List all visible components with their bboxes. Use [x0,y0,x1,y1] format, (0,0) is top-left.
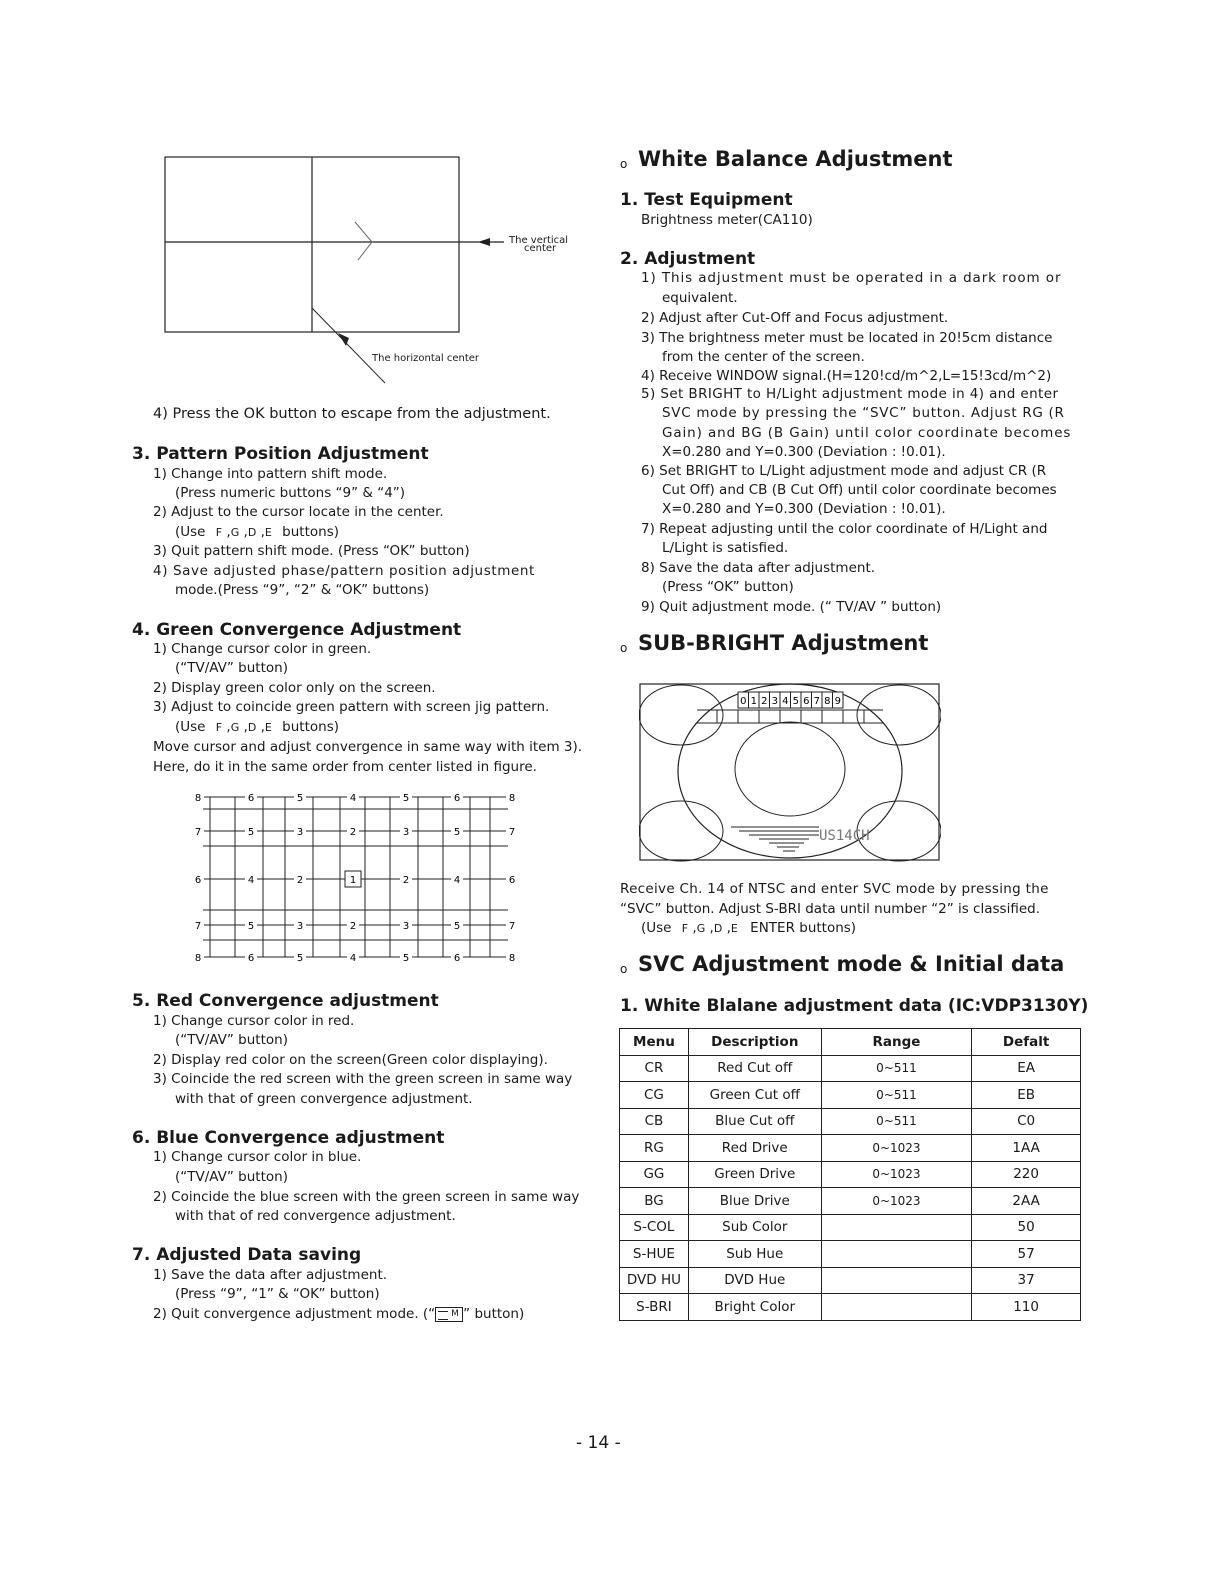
enter-buttons-label: ENTER buttons) [750,920,857,936]
cell-default: C0 [972,1108,1081,1135]
grid-order-number: 1 [349,875,357,886]
scale-digit: 6 [803,696,810,707]
s4-line-4: 3) Adjust to coincide green pattern with screen jig pattern. [153,699,550,715]
cell-description: Bright Color [688,1294,821,1321]
table-row [620,1108,1081,1135]
table-row [620,1241,1081,1268]
cell-range [821,1214,972,1241]
table-row [620,1135,1081,1162]
cell-default: EA [972,1055,1081,1082]
svc-bullet: o [620,962,628,976]
cell-range: 0~511 [821,1108,972,1135]
grid-order-number: 6 [247,793,255,804]
grid-order-number: 4 [349,953,357,964]
page-number: - 14 - [576,1433,621,1453]
s5-line-3: 2) Display red color on the screen(Green color displaying). [153,1052,548,1068]
white-balance-title: White Balance Adjustment [638,147,953,171]
grid-order-number: 5 [453,921,461,932]
table-row [620,1188,1081,1215]
wb-line-4: 3) The brightness meter must be located in 20!5cm distance [641,330,1053,346]
cell-menu: RG [620,1135,689,1162]
grid-order-number: 2 [296,875,304,886]
cell-default: EB [972,1082,1081,1109]
s4-line-6: Move cursor and adjust convergence in same way with item 3). [153,739,583,755]
s3-line-6: 4) Save adjusted phase/pattern position adjustment [153,563,535,579]
sub-desc-1: Receive Ch. 14 of NTSC and enter SVC mode by pressing the [620,881,1049,897]
grid-order-number: 2 [349,921,357,932]
vertical-center-label-2: center [524,243,557,254]
cell-description: Red Drive [688,1135,821,1162]
section-7-title: 7. Adjusted Data saving [132,1245,362,1265]
grid-order-number: 5 [402,953,410,964]
grid-order-number: 5 [296,793,304,804]
s3-line-5: 3) Quit pattern shift mode. (Press “OK” button) [153,543,470,559]
svc-table-title: 1. White Blalane adjustment data (IC:VDP3130Y) [620,996,1089,1016]
table-row [620,1267,1081,1294]
header-default: Defalt [972,1029,1081,1056]
s6-line-1: 1) Change cursor color in blue. [153,1149,362,1165]
grid-order-number: 5 [247,921,255,932]
wb-line-11: 6) Set BRIGHT to L/Light adjustment mode and adjust CR (R [641,463,1047,479]
cell-default: 2AA [972,1188,1081,1215]
cell-menu: S-HUE [620,1241,689,1268]
wb-line-14: 7) Repeat adjusting until the color coordinate of H/Light and [641,521,1048,537]
sub-desc-2: “SVC” button. Adjust S-BRI data until number “2” is classified. [620,901,1040,917]
cell-range [821,1241,972,1268]
wb-bullet: o [620,157,628,171]
menu-lines-icon [438,1311,448,1320]
s3-line-7: mode.(Press “9”, “2” & “OK” buttons) [175,582,430,598]
header-menu: Menu [620,1029,689,1056]
wb-line-18: 9) Quit adjustment mode. (“ TV/AV ” button) [641,599,942,615]
cell-description: Blue Cut off [688,1108,821,1135]
cell-default: 110 [972,1294,1081,1321]
key-f: F [215,526,223,539]
section-3-title: 3. Pattern Position Adjustment [132,444,429,464]
use-label: (Use [175,524,206,540]
grid-order-number: 7 [508,921,516,932]
cell-range [821,1294,972,1321]
grid-order-number: 7 [194,921,202,932]
wb-line-10: X=0.280 and Y=0.300 (Deviation : !0.01). [662,444,946,460]
s3-line-4: (Use F ,G ,D ,E buttons) [175,524,339,540]
cell-description: Blue Drive [688,1188,821,1215]
cell-description: DVD Hue [688,1267,821,1294]
table-row [620,1161,1081,1188]
grid-order-number: 3 [402,921,410,932]
s4-line-7: Here, do it in the same order from center listed in figure. [153,759,537,775]
table-row [620,1082,1081,1109]
grid-order-number: 4 [247,875,255,886]
cell-menu: GG [620,1161,689,1188]
s4-line-3: 2) Display green color only on the screen. [153,680,436,696]
scale-digit: 4 [782,696,789,707]
s5-line-5: with that of green convergence adjustment. [175,1091,473,1107]
wb-line-17: (Press “OK” button) [662,579,794,595]
grid-order-number: 6 [508,875,516,886]
white-balance-data-table [619,1028,1081,1321]
s3-line-3: 2) Adjust to the cursor locate in the center. [153,504,444,520]
grid-order-number: 2 [349,827,357,838]
section-5-title: 5. Red Convergence adjustment [132,991,439,1011]
header-range: Range [821,1029,972,1056]
scale-digit: 0 [740,696,747,707]
grid-order-number: 6 [453,953,461,964]
wb-line-12: Cut Off) and CB (B Cut Off) until color coordinate becomes [662,482,1057,498]
table-row [620,1055,1081,1082]
cell-range: 0~1023 [821,1135,972,1162]
test-equipment-line: Brightness meter(CA110) [641,212,813,228]
cell-menu: CG [620,1082,689,1109]
horizontal-center-label: The horizontal center [372,353,480,364]
s5-line-4: 3) Coincide the red screen with the green screen in same way [153,1071,573,1087]
grid-order-number: 6 [194,875,202,886]
s6-line-2: (“TV/AV” button) [175,1169,288,1185]
key-f: F [681,922,689,935]
use-label: (Use [175,719,206,735]
key-e: E [264,526,272,539]
section-4-title: 4. Green Convergence Adjustment [132,620,462,640]
use-label: (Use [641,920,672,936]
s4-line-5: (Use F ,G ,D ,E buttons) [175,719,339,735]
s6-line-4: with that of red convergence adjustment. [175,1208,456,1224]
svc-title: SVC Adjustment mode & Initial data [638,952,1065,976]
wb-line-16: 8) Save the data after adjustment. [641,560,876,576]
convergence-order-grid [185,785,525,970]
step-4-ok: 4) Press the OK button to escape from the adjustment. [153,406,551,422]
cell-menu: DVD HU [620,1267,689,1294]
menu-key-label: M [451,1308,459,1319]
cell-default: 37 [972,1267,1081,1294]
wb-line-15: L/Light is satisfied. [662,540,789,556]
channel-label: US14CH [819,828,870,844]
sub-bullet: o [620,641,628,655]
cell-description: Green Drive [688,1161,821,1188]
wb-line-7: 5) Set BRIGHT to H/Light adjustment mode in 4) and enter [641,386,1059,402]
s5-line-2: (“TV/AV” button) [175,1032,288,1048]
cell-menu: S-COL [620,1214,689,1241]
grid-order-number: 6 [453,793,461,804]
sub-use-line: (Use F ,G ,D ,E ENTER buttons) [641,920,857,936]
wb-line-6: 4) Receive WINDOW signal.(H=120!cd/m^2,L=15!3cd/m^2) [641,368,1052,384]
cell-range: 0~1023 [821,1188,972,1215]
grid-order-number: 6 [247,953,255,964]
grid-order-number: 2 [402,875,410,886]
s7-line-2: (Press “9”, “1” & “OK” button) [175,1286,380,1302]
grid-order-number: 5 [402,793,410,804]
wb-line-2: equivalent. [662,290,738,306]
key-f: F [215,721,223,734]
grid-order-number: 4 [453,875,461,886]
s7-line-1: 1) Save the data after adjustment. [153,1267,388,1283]
s5-line-1: 1) Change cursor color in red. [153,1013,355,1029]
grid-order-number: 5 [296,953,304,964]
cell-range: 0~1023 [821,1161,972,1188]
cell-description: Red Cut off [688,1055,821,1082]
grid-order-number: 8 [194,953,202,964]
scale-digit: 8 [824,696,831,707]
grid-order-number: 7 [194,827,202,838]
center-diagram [150,150,590,390]
cell-range [821,1267,972,1294]
key-g: G [696,922,706,935]
scale-digit: 3 [771,696,778,707]
cell-default: 57 [972,1241,1081,1268]
key-e: E [730,922,738,935]
menu-key-icon [435,1307,463,1322]
s7-quit-text: 2) Quit convergence adjustment mode. (“ [153,1306,436,1322]
sub-bright-title: SUB-BRIGHT Adjustment [638,631,929,655]
grid-order-number: 8 [508,953,516,964]
buttons-label: buttons) [282,719,339,735]
table-row [620,1214,1081,1241]
cell-menu: CR [620,1055,689,1082]
adjustment-title: 2. Adjustment [620,249,756,269]
header-description: Description [688,1029,821,1056]
cell-default: 1AA [972,1135,1081,1162]
test-equipment-title: 1. Test Equipment [620,190,793,210]
cell-menu: BG [620,1188,689,1215]
grid-order-number: 7 [508,827,516,838]
grid-order-number: 3 [296,921,304,932]
key-d: D [713,922,723,935]
cell-range: 0~511 [821,1055,972,1082]
s4-line-2: (“TV/AV” button) [175,660,288,676]
cell-default: 220 [972,1161,1081,1188]
wb-line-13: X=0.280 and Y=0.300 (Deviation : !0.01). [662,501,946,517]
cell-description: Sub Hue [688,1241,821,1268]
vertical-center-label: The vertical [509,235,569,246]
grid-order-number: 8 [508,793,516,804]
s7-button-text: ” button) [463,1306,525,1322]
wb-line-1: 1) This adjustment must be operated in a dark room or [641,270,1062,286]
wb-line-9: Gain) and BG (B Gain) until color coordinate becomes [662,425,1072,441]
grid-order-number: 8 [194,793,202,804]
wb-line-5: from the center of the screen. [662,349,865,365]
key-e: E [264,721,272,734]
s6-line-3: 2) Coincide the blue screen with the green screen in same way [153,1189,580,1205]
key-d: D [247,721,257,734]
grid-order-number: 5 [453,827,461,838]
s4-line-1: 1) Change cursor color in green. [153,641,372,657]
wb-line-8: SVC mode by pressing the “SVC” button. Adjust RG (R [662,405,1065,421]
s3-line-1: 1) Change into pattern shift mode. [153,466,388,482]
sub-bright-test-pattern [639,683,941,863]
key-g: G [230,721,240,734]
cell-description: Sub Color [688,1214,821,1241]
grid-order-number: 3 [402,827,410,838]
grid-order-number: 3 [296,827,304,838]
table-row [620,1294,1081,1321]
scale-digit: 9 [834,696,841,707]
cell-menu: S-BRI [620,1294,689,1321]
cell-range: 0~511 [821,1082,972,1109]
table-header-row [620,1029,1081,1056]
cell-default: 50 [972,1214,1081,1241]
grid-order-number: 5 [247,827,255,838]
grid-order-number: 4 [349,793,357,804]
cell-description: Green Cut off [688,1082,821,1109]
scale-digit: 7 [813,696,820,707]
section-6-title: 6. Blue Convergence adjustment [132,1128,445,1148]
buttons-label: buttons) [282,524,339,540]
scale-digit: 2 [761,696,768,707]
cell-menu: CB [620,1108,689,1135]
scale-digit: 5 [792,696,799,707]
key-g: G [230,526,240,539]
s7-line-3 [153,1305,524,1325]
scale-digit: 1 [750,696,757,707]
s3-line-2: (Press numeric buttons “9” & “4”) [175,485,406,501]
key-d: D [247,526,257,539]
wb-line-3: 2) Adjust after Cut-Off and Focus adjustment. [641,310,949,326]
